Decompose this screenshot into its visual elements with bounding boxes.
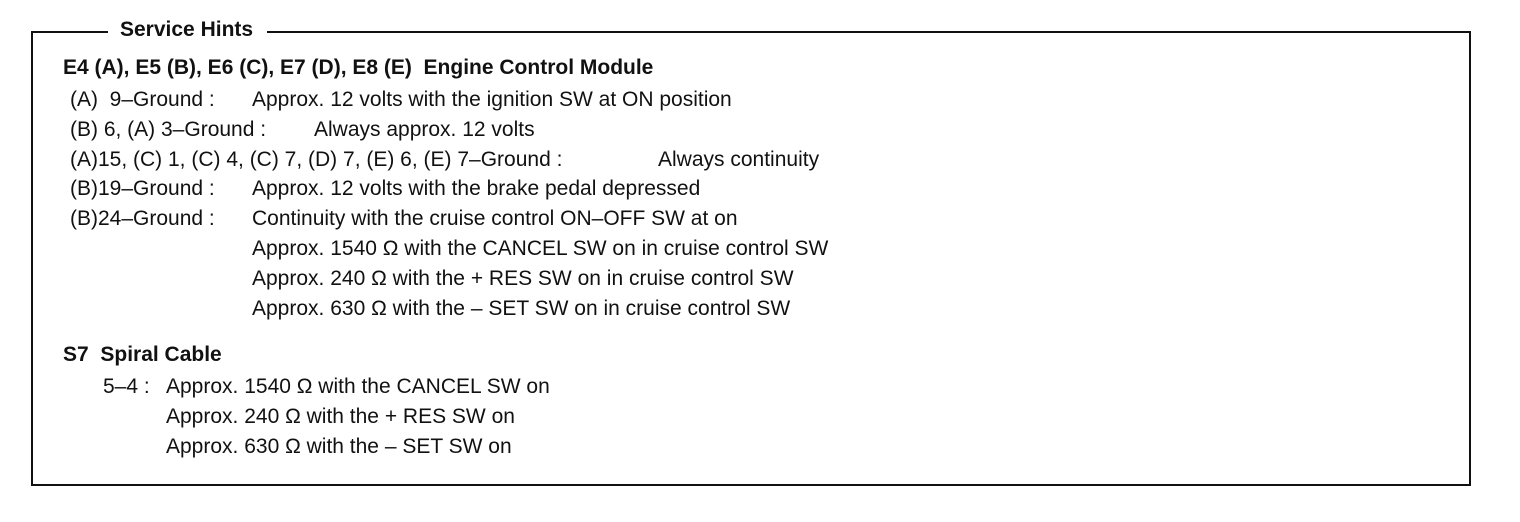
ecm-line-2-label: (B) 6, (A) 3–Ground : [70,118,267,141]
ecm-line-4-text: Approx. 12 volts with the brake pedal depressed [252,177,701,200]
spiral-cable-heading: S7 Spiral Cable [63,343,222,366]
spiral-line-1-text: Approx. 1540 Ω with the CANCEL SW on [166,375,550,398]
ecm-line-7-text: Approx. 240 Ω with the + RES SW on in cruise control SW [252,267,794,290]
ecm-line-5-label: (B)24–Ground : [70,207,215,230]
ecm-line-4-label: (B)19–Ground : [70,177,215,200]
ecm-line-5-text: Continuity with the cruise control ON–OFF SW at on [252,207,738,230]
ecm-heading: E4 (A), E5 (B), E6 (C), E7 (D), E8 (E) Engine Control Module [63,56,654,79]
ecm-line-2-text: Always approx. 12 volts [314,118,535,141]
spiral-line-3-text: Approx. 630 Ω with the – SET SW on [166,435,512,458]
spiral-line-2-text: Approx. 240 Ω with the + RES SW on [166,405,515,428]
service-hints-title: Service Hints [108,14,267,46]
ecm-line-1-label: (A) 9–Ground : [70,88,215,111]
ecm-line-1-text: Approx. 12 volts with the ignition SW at ON position [252,88,732,111]
spiral-line-1-label: 5–4 : [103,375,150,398]
ecm-line-3-text: Always continuity [658,148,820,171]
ecm-line-6-text: Approx. 1540 Ω with the CANCEL SW on in cruise control SW [252,237,829,260]
ecm-line-3-label: (A)15, (C) 1, (C) 4, (C) 7, (D) 7, (E) 6, (E) 7–Ground : [70,148,563,171]
ecm-line-8-text: Approx. 630 Ω with the – SET SW on in cruise control SW [252,297,791,320]
